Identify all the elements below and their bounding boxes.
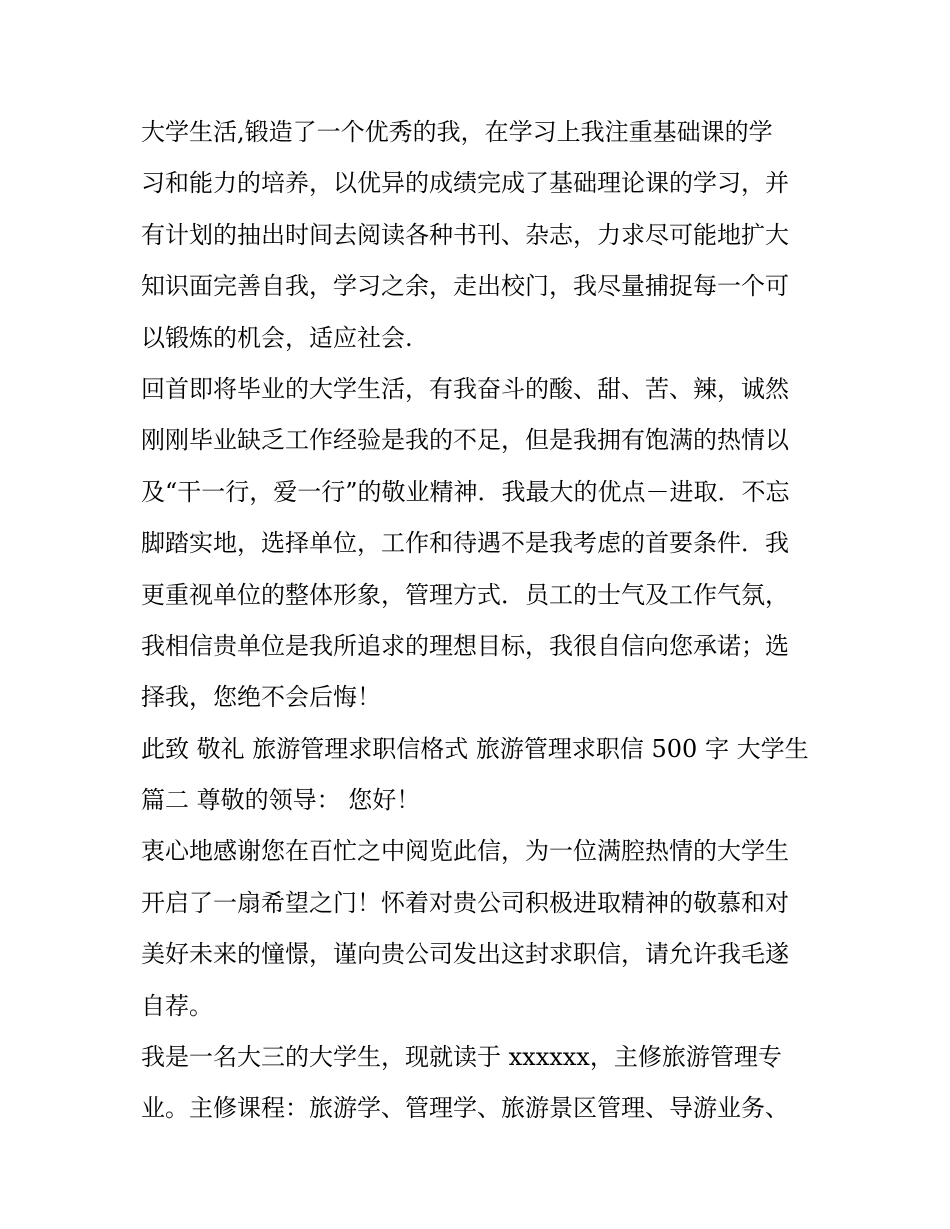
text-line: 业。主修课程：旅游学、管理学、旅游景区管理、导游业务、: [141, 1094, 789, 1123]
text-line: 我相信贵单位是我所追求的理想目标，我很自信向您承诺；选: [141, 631, 789, 660]
text-line: 衷心地感谢您在百忙之中阅览此信，为一位满腔热情的大学生: [141, 837, 789, 866]
text-line: 回首即将毕业的大学生活，有我奋斗的酸、甜、苦、辣，诚然: [141, 374, 789, 403]
text-line: 及“干一行，爱一行”的敬业精神．我最大的优点－进取．不忘: [141, 477, 790, 506]
text-line: 篇二 尊敬的领导： 您好！: [141, 786, 421, 815]
text-line: 美好未来的憧憬，谨向贵公司发出这封求职信，请允许我毛遂: [141, 940, 789, 969]
text-line: 习和能力的培养，以优异的成绩完成了基础理论课的学习，并: [141, 169, 789, 198]
text-line: 大学生活,锻造了一个优秀的我，在学习上我注重基础课的学: [141, 118, 773, 146]
text-line: 自荐。: [141, 991, 213, 1020]
text-line: 刚刚毕业缺乏工作经验是我的不足，但是我拥有饱满的热情以: [141, 426, 789, 455]
text-line: 开启了一扇希望之门！怀着对贵公司积极进取精神的敬慕和对: [141, 888, 789, 917]
text-line: 以锻炼的机会，适应社会.: [141, 323, 413, 352]
text-line: 知识面完善自我，学习之余，走出校门，我尽量捕捉每一个可: [141, 272, 789, 301]
text-line: 我是一名大三的大学生，现就读于 xxxxxx，主修旅游管理专: [141, 1043, 782, 1072]
text-line: 脚踏实地，选择单位，工作和待遇不是我考虑的首要条件．我: [141, 529, 789, 558]
text-line: 有计划的抽出时间去阅读各种书刊、杂志，力求尽可能地扩大: [141, 220, 789, 249]
text-line: 此致 敬礼 旅游管理求职信格式 旅游管理求职信 500 字 大学生: [141, 734, 809, 763]
text-line: 更重视单位的整体形象，管理方式．员工的士气及工作气氛，: [141, 580, 789, 609]
document-body: [141, 107, 813, 1135]
text-line: 择我，您绝不会后悔！: [141, 683, 381, 712]
